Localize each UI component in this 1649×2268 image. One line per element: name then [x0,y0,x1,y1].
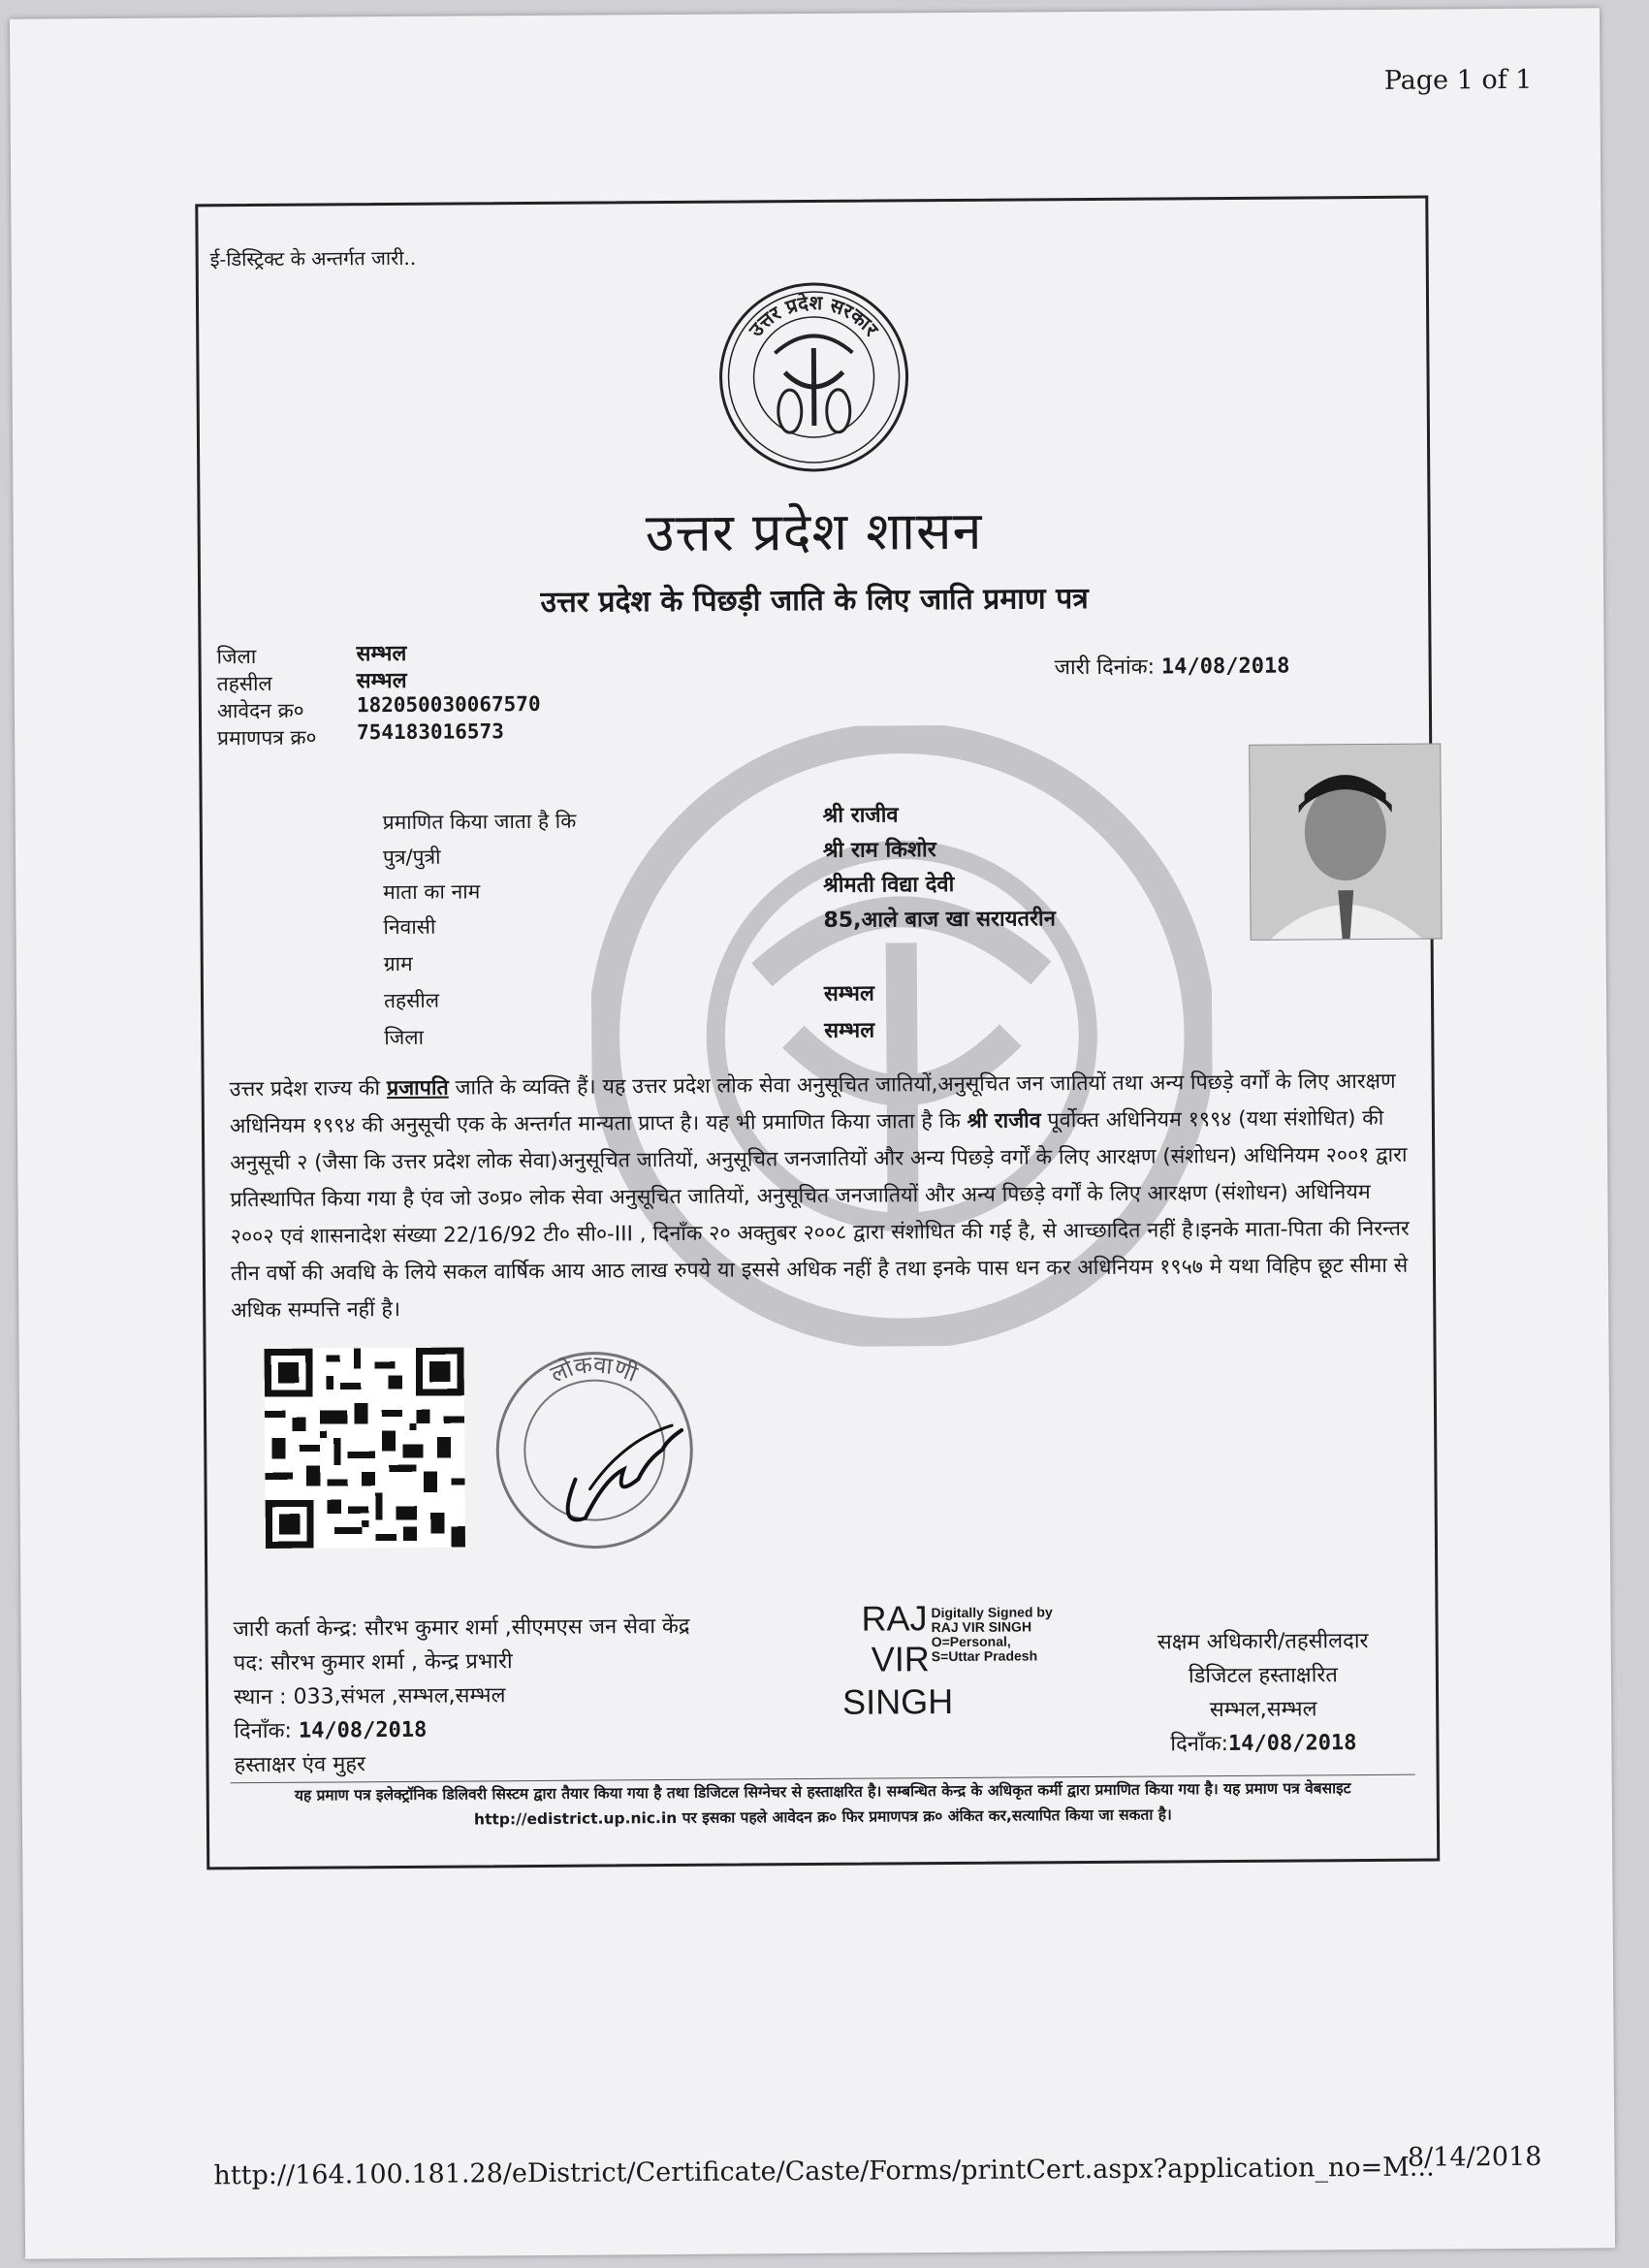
field-value-tehsil: सम्भल [823,981,874,1006]
emblem-text: उत्तर प्रदेश सरकार [744,290,884,341]
tehsil-label: तहसील [216,671,272,696]
field-label-district: जिला [384,1025,425,1050]
issuer-center: जारी कर्ता केन्द्र: सौरभ कुमार शर्मा ,सीएमएस जन सेवा केंद्र [233,1613,690,1643]
office-seal-icon [477,1333,712,1568]
field-value-resident: 85,आले बाज खा सरायतरीन [823,907,1056,933]
issuer-place: स्थान : 033,संभल ,सम्भल,सम्भल [233,1683,506,1710]
certificate-no-label: प्रमाणपत्र क्र० [217,725,317,751]
field-value-name: श्री राजीव [822,803,899,828]
field-label-village: ग्राम [383,951,413,976]
district-label: जिला [216,644,257,669]
applicant-name: श्री राजीव [967,1108,1041,1134]
signer-name-line3: SINGH [841,1681,954,1722]
authority-title: सक्षम अधिकारी/तहसीलदार [1157,1629,1369,1655]
certificate-subtitle: उत्तर प्रदेश के पिछड़ी जाति के लिए जाति प्रमाण पत्र [540,581,1089,620]
scanned-sheet [10,8,1615,2258]
authority-sign: डिजिटल हस्ताक्षरित [1188,1663,1338,1689]
issuer-date: दिनाँक: 14/08/2018 [234,1717,428,1744]
tehsil-value: सम्भल [356,668,407,694]
field-label-son-of: पुत्र/पुत्री [382,845,441,870]
up-govt-emblem-icon [716,279,911,474]
application-no-label: आवेदन क्र० [216,698,304,723]
page-number: Page 1 of 1 [1383,64,1533,96]
issuer-post: पद: सौरभ कुमार शर्मा , केन्द्र प्रभारी [233,1649,513,1677]
certificate-frame [195,196,1440,1870]
signer-name-line2: VIR [871,1639,930,1679]
signer-name-line1: RAJ [861,1598,928,1639]
digital-signature [841,1597,1133,1725]
certificate-title: उत्तर प्रदेश शासन [645,499,983,564]
issue-date-label: जारी दिनांक: [1054,655,1156,681]
field-label-mother: माता का नाम [383,879,481,905]
field-value-father: श्री राम किशोर [822,838,936,863]
field-label-certified: प्रमाणित किया जाता है कि [382,809,577,835]
caste-name: प्रजापति [386,1075,449,1102]
qr-code-icon [265,1348,465,1549]
issue-date-value: 14/08/2018 [1160,654,1290,680]
field-value-mother: श्रीमती विद्या देवी [823,872,955,898]
authority-block [1118,1624,1410,1762]
print-date: 8/14/2018 [1407,2141,1542,2173]
issue-date [1055,651,1290,682]
field-label-resident: निवासी [383,914,436,940]
field-value-district: सम्भल [824,1018,875,1043]
issuer-block [233,1610,690,1782]
print-url: http://164.100.181.28/eDistrict/Certificate/Caste/Forms/printCert.aspx?application_no=M... [213,2152,1435,2191]
district-value: सम्भल [356,641,407,667]
application-no-value: 182050030067570 [356,691,541,718]
issuer-sign-label: हस्ताक्षर एंव मुहर [234,1752,366,1778]
applicant-photo [1249,743,1442,940]
certificate-no-value: 754183016573 [357,719,504,745]
seal-text: लोकवाणी [546,1351,642,1389]
authority-date: दिनाँक:14/08/2018 [1170,1731,1357,1757]
authority-place: सम्भल,सम्भल [1209,1697,1317,1723]
certificate-body: उत्तर प्रदेश राज्य की प्रजापति जाति के व्यक्ति हैं। यह उत्तर प्रदेश लोक सेवा अनुसूचित जातियों,अनुसूचित जन जातियों तथा अन्य पिछड़े वर्गों के लिए आरक्षण अधिनियम १९९४ की अनुसूची एक के अन्तर्गत मान्यता प्राप्त है। यह भी प्रमाणित किया जाता है कि श्री राजीव पूर्वोक्त अधिनियम १९९४ (यथा संशोधित) की अनुसूची २ (जैसा कि उत्तर प्रदेश लोक सेवा)अनुसूचित जातियों, अनुसूचित जनजातियों और अन्य पिछड़े वर्गों के लिए आरक्षण (संशोधन) अधिनियम २००१ द्वारा प्रतिस्थापित किया गया है एंव जो उ०प्र० लोक सेवा अनुसूचित जातियों, अनुसूचित जनजातियों और अन्य पिछड़े वर्गों के लिए आरक्षण (संशोधन) अधिनियम २००२ एवं शासनादेश संख्या 22/16/92 टी० सी०-III , दिनाँक २० अक्तुबर २००८ द्वारा संशोधित की गई है, से आच्छादित नहीं है।इनके माता-पिता की निरन्तर तीन वर्षो की अवधि के लिये सकल वार्षिक आय आठ लाख रुपये या इससे अधिक नहीं है तथा इनके पास धन कर अधिनियम १९५७ मे यथा विहिप छूट सीमा से अधिक सम्पत्ति नहीं है। [229,1069,1410,1324]
verification-note: यह प्रमाण पत्र इलेक्ट्रॉनिक डिलिवरी सिस्टम द्वारा तैयार किया गया है तथा डिजिटल सिग्नेचर से हस्ताक्षरित है। सम्बन्धित केन्द्र के अधिकृत कर्मी द्वारा प्रमाणित किया गया है। यह प्रमाण पत्र वेबसाइट http://edistrict.up.nic.in पर इसका पहले आवेदन क्र० फिर प्रमाणपत्र क्र० अंकित कर,सत्यापित किया जा सकता है। [231,1774,1415,1835]
digital-sign-details: Digitally Signed by RAJ VIR SINGH O=Personal, S=Uttar Pradesh [931,1604,1053,1665]
edistrict-note: ई-डिस्ट्रिक्ट के अन्तर्गत जारी.. [209,245,417,272]
field-label-tehsil: तहसील [383,988,440,1013]
